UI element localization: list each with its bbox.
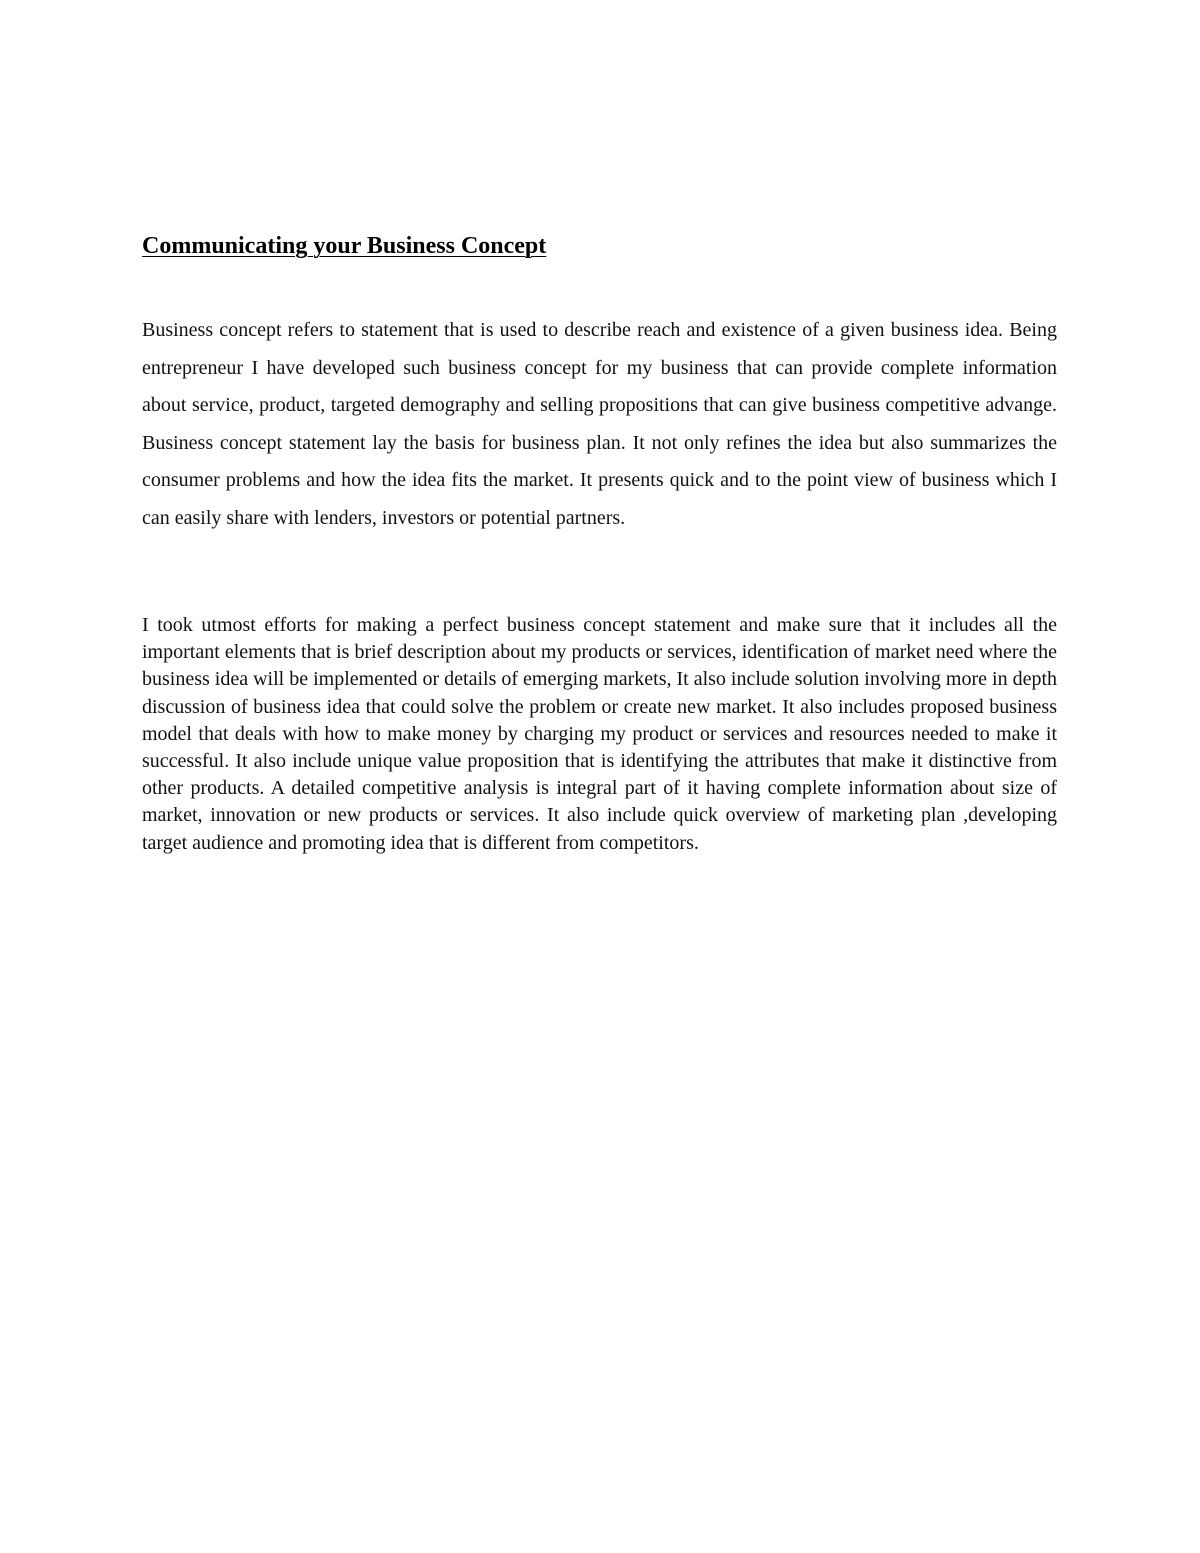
paragraph-concept-statement-elements: I took utmost efforts for making a perfect business concept statement and make sure that it includes all the important elements that is brief description about my products or services, identification of market need where the business idea will be implemented or details of emerging markets, It also include solution involving more in depth discussion of business idea that could solve the problem or create new market. It also includes proposed business model that deals with how to make money by charging my product or services and resources needed to make it successful. It also include unique value proposition that is identifying the attributes that make it distinctive from other products. A detailed competitive analysis is integral part of it having complete information about size of market, innovation or new products or services. It also include quick overview of marketing plan ,developing target audience and promoting idea that is different from competitors. — [142, 614, 1058, 854]
paragraph-business-concept-definition: Business concept refers to statement that is used to describe reach and existence of a given business idea. Being entrepreneur I have developed such business concept for my business that can provide complete information about service, product, targeted demography and selling propositions that can give business competitive advange. Business concept statement lay the basis for business plan. It not only refines the idea but also summarizes the consumer problems and how the idea fits the market. It presents quick and to the point view of business which I can easily share with lenders, investors or potential partners. — [142, 319, 1057, 529]
document-title: Communicating your Business Concept — [142, 233, 547, 259]
